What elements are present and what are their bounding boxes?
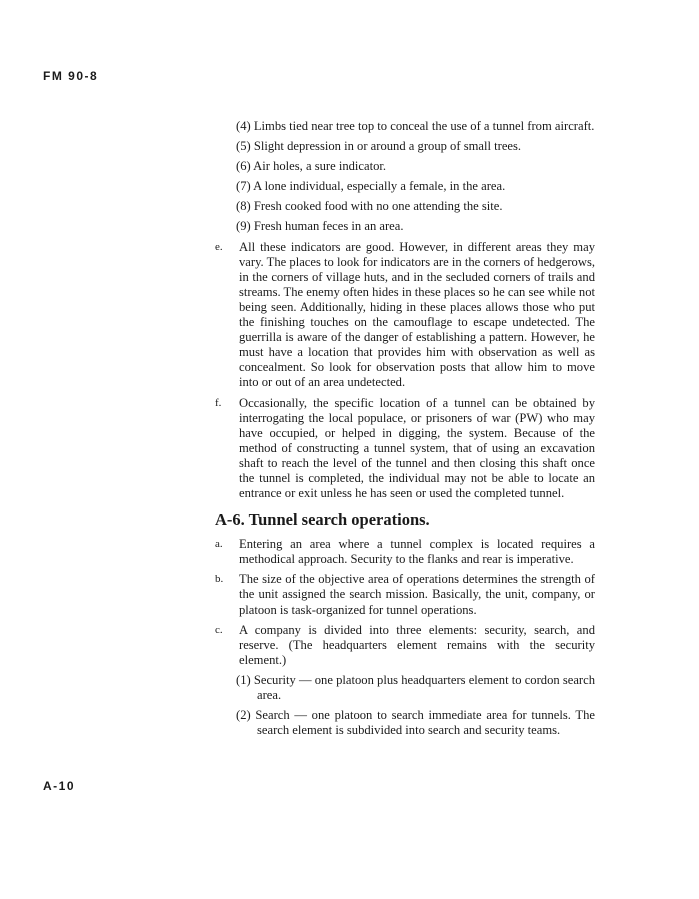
list-item: (8) Fresh cooked food with no one attending the site. xyxy=(236,199,503,214)
paragraph-e xyxy=(215,240,595,391)
paragraph-label: c. xyxy=(215,623,223,636)
paragraph-text: Entering an area where a tunnel complex is located requires a methodical approach. Security to the flanks and rear is imperative. xyxy=(239,537,595,567)
page-body xyxy=(215,119,595,743)
paragraph-label: f. xyxy=(215,396,222,409)
list-item: (1) Security — one platoon plus headquarters element to cordon search area. xyxy=(236,672,595,702)
list-item: (6) Air holes, a sure indicator. xyxy=(236,159,387,174)
section-heading: A-6. Tunnel search operations. xyxy=(215,510,430,530)
list-item: (7) A lone individual, especially a female, in the area. xyxy=(236,179,506,194)
document-id-header: FM 90-8 xyxy=(43,69,99,83)
paragraph-text: The size of the objective area of operations determines the strength of the unit assigned the search mission. Basically, the unit, company, or platoon is task-organized for tunnel operations. xyxy=(239,572,595,617)
paragraph-label: a. xyxy=(215,538,223,551)
paragraph-label: b. xyxy=(215,573,224,586)
page-number-footer: A-10 xyxy=(43,779,76,793)
paragraph-label: e. xyxy=(215,240,223,253)
paragraph-text: All these indicators are good. However, in different areas they may vary. The places to look for indicators are in the corners of hedgerows, in the corners of village huts, and in the secluded corners of trails and streams. The enemy often hides in these places so he can see while not being seen. Additionally, hiding in these places allows those who put the finishing touches on the camouflage to escape undetected. The guerrilla is aware of the danger of establishing a pattern. However, he must have a location that provides him with observation as well as concealment. So look for observation posts that allow him to move into or out of an area undetected. xyxy=(239,239,595,390)
paragraph-c xyxy=(215,623,595,668)
paragraph-b xyxy=(215,572,595,617)
paragraph-a xyxy=(215,537,595,567)
list-item: (5) Slight depression in or around a group of small trees. xyxy=(236,139,522,154)
paragraph-f xyxy=(215,396,595,502)
list-item: (4) Limbs tied near tree top to conceal the use of a tunnel from aircraft. xyxy=(236,119,595,133)
paragraph-text: Occasionally, the specific location of a tunnel can be obtained by interrogating the local populace, or prisoners of war (PW) who may have occupied, or helped in digging, the system. Because of the method of constructing a tunnel system, that of using an excavation shaft to reach the level of the tunnel and then closing this shaft once the tunnel is completed, the individual may not be able to locate an entrance or exit unless he has seen or used the completed tunnel. xyxy=(239,395,595,501)
paragraph-text: A company is divided into three elements: security, search, and reserve. (The headquarters element remains with the security element.) xyxy=(239,622,595,667)
list-item: (2) Search — one platoon to search immediate area for tunnels. The search element is subdivided into search and security teams. xyxy=(236,708,595,738)
list-item: (9) Fresh human feces in an area. xyxy=(236,219,404,234)
